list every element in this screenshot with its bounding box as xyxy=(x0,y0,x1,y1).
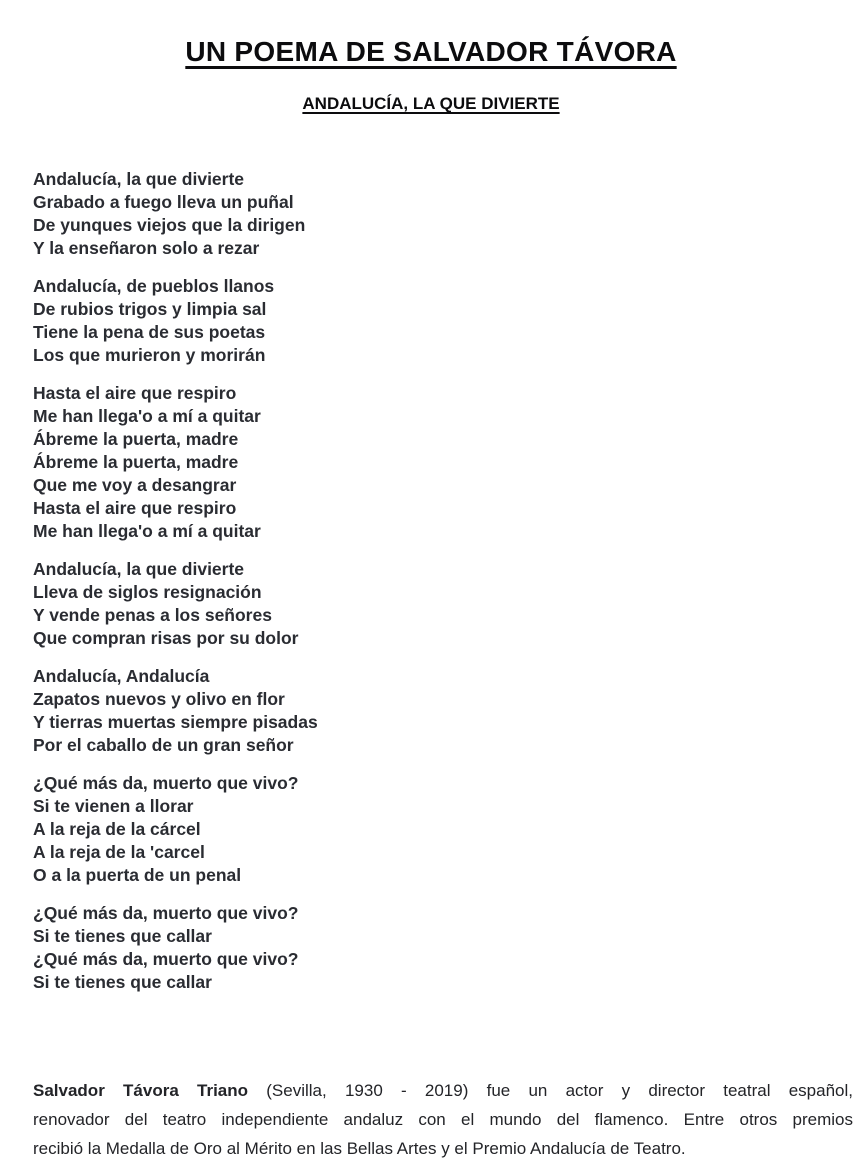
page-subtitle xyxy=(0,94,862,114)
poem-line: Andalucía, la que divierte xyxy=(33,559,245,579)
page-subtitle-text: ANDALUCÍA, LA QUE DIVIERTE xyxy=(302,94,560,113)
author-bio-line: recibió la Medalla de Oro al Mérito en las Bellas Artes y el Premio Andalucía de Teatro. xyxy=(33,1139,686,1158)
poem-line: Que compran risas por su dolor xyxy=(33,628,299,648)
poem-line: Si te tienes que callar xyxy=(33,972,212,992)
poem-line: A la reja de la 'carcel xyxy=(33,842,205,862)
poem-line: Me han llega'o a mí a quitar xyxy=(33,521,261,541)
poem-line: Grabado a fuego lleva un puñal xyxy=(33,192,294,212)
poem-line: ¿Qué más da, muerto que vivo? xyxy=(33,773,299,793)
author-bio-line: renovador del teatro independiente andaluz con el mundo del flamenco. Entre otros premios xyxy=(33,1110,853,1129)
author-name: Salvador Távora Triano xyxy=(33,1081,249,1100)
poem-line: ¿Qué más da, muerto que vivo? xyxy=(33,903,299,923)
poem-line: Y tierras muertas siempre pisadas xyxy=(33,712,318,732)
poem-line: Por el caballo de un gran señor xyxy=(33,735,294,755)
poem-line: ¿Qué más da, muerto que vivo? xyxy=(33,949,299,969)
poem-line: De yunques viejos que la dirigen xyxy=(33,215,306,235)
poem-line: O a la puerta de un penal xyxy=(33,865,242,885)
poem-stanza xyxy=(33,665,553,757)
poem-stanza xyxy=(33,168,553,260)
poem-line: Si te tienes que callar xyxy=(33,926,212,946)
poem-line: Ábreme la puerta, madre xyxy=(33,429,239,449)
poem-line: Y la enseñaron solo a rezar xyxy=(33,238,260,258)
poem-line: Lleva de siglos resignación xyxy=(33,582,262,602)
poem-line: De rubios trigos y limpia sal xyxy=(33,299,267,319)
poem-stanza xyxy=(33,558,553,650)
poem-line: A la reja de la cárcel xyxy=(33,819,201,839)
poem-line: Hasta el aire que respiro xyxy=(33,498,237,518)
poem-line: Si te vienen a llorar xyxy=(33,796,194,816)
poem-stanza xyxy=(33,382,553,543)
poem xyxy=(33,168,553,1009)
poem-line: Ábreme la puerta, madre xyxy=(33,452,239,472)
author-bio-line xyxy=(33,1076,853,1105)
poem-line: Hasta el aire que respiro xyxy=(33,383,237,403)
poem-line: Que me voy a desangrar xyxy=(33,475,237,495)
page-title-text: UN POEMA DE SALVADOR TÁVORA xyxy=(185,36,677,67)
poem-line: Andalucía, de pueblos llanos xyxy=(33,276,275,296)
poem-stanza xyxy=(33,902,553,994)
poem-line: Y vende penas a los señores xyxy=(33,605,272,625)
poem-stanza xyxy=(33,275,553,367)
poem-line: Zapatos nuevos y olivo en flor xyxy=(33,689,285,709)
author-bio-text: (Sevilla, 1930 - 2019) fue un actor y director teatral español, xyxy=(248,1081,854,1100)
poem-stanza xyxy=(33,772,553,887)
poem-line: Andalucía, Andalucía xyxy=(33,666,210,686)
poem-line: Tiene la pena de sus poetas xyxy=(33,322,266,342)
author-bio xyxy=(33,1076,853,1163)
page-title xyxy=(0,36,862,68)
poem-line: Andalucía, la que divierte xyxy=(33,169,245,189)
poem-line: Me han llega'o a mí a quitar xyxy=(33,406,261,426)
poem-line: Los que murieron y morirán xyxy=(33,345,266,365)
